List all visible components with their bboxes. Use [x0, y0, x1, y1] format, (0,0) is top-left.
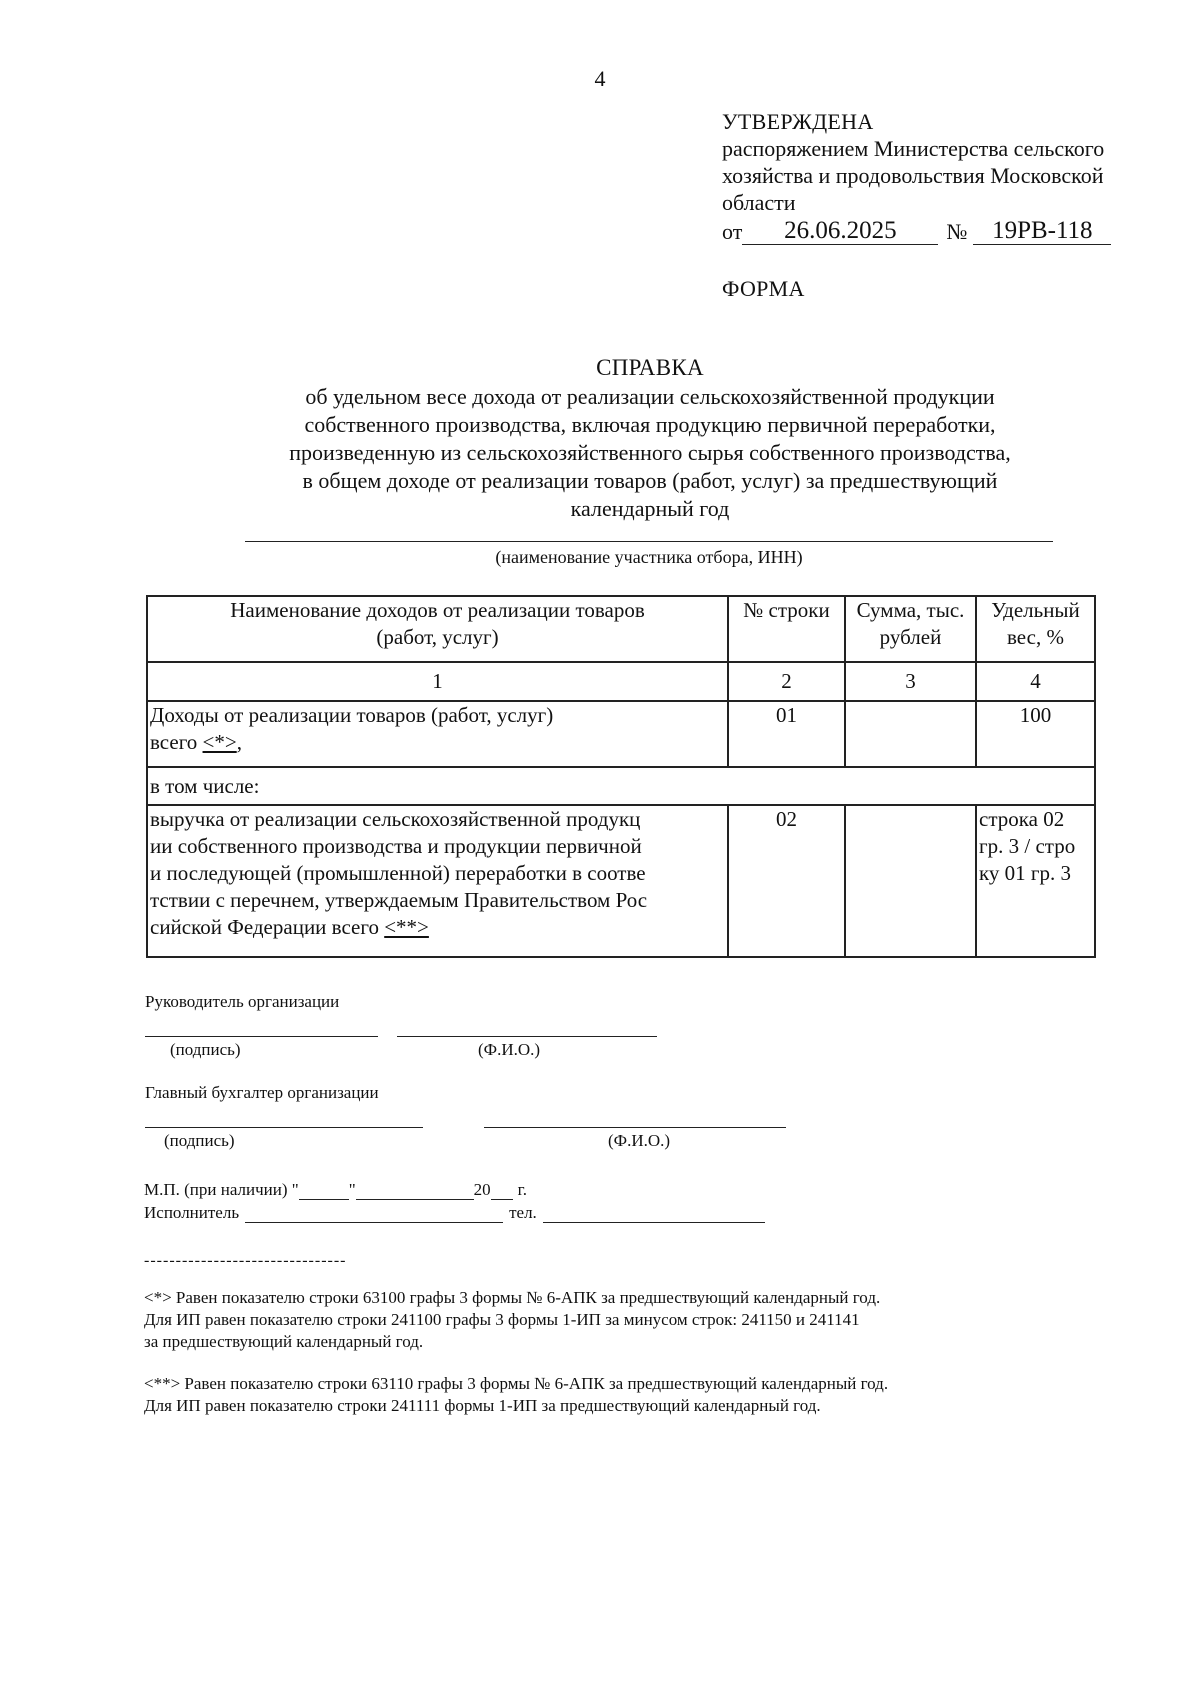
row-name-cell — [147, 805, 728, 957]
row-name-text: выручка от реализации сельскохозяйственной продукц — [150, 807, 641, 831]
phone-blank — [543, 1222, 765, 1223]
row-name-fragment: , — [236, 730, 242, 754]
row-name-cell — [147, 701, 728, 767]
row-name-text: и последующей (промышленной) переработки в соотве — [150, 861, 646, 885]
table-row — [147, 701, 1095, 767]
approval-body: распоряжением Министерства сельского хозяйства и продовольствия Московской области — [722, 136, 1105, 215]
day-blank — [299, 1199, 349, 1200]
approval-heading: УТВЕРЖДЕНА — [722, 109, 874, 134]
footnote-text: <*> Равен показателю строки 63100 графы 3 формы № 6-АПК за предшествующий календарный год. — [144, 1288, 881, 1307]
header-text: вес, % — [1007, 625, 1064, 649]
numbering-cell: 3 — [845, 662, 976, 701]
header-cell — [147, 596, 728, 662]
header-text: Наименование доходов от реализации товаров — [230, 598, 645, 622]
executor-line — [144, 1203, 765, 1223]
stamp-label: М.П. (при наличии) " — [144, 1180, 299, 1199]
accountant-signature-line — [145, 1127, 423, 1128]
participant-caption: (наименование участника отбора, ИНН) — [495, 547, 803, 567]
form-label: ФОРМА — [722, 276, 805, 301]
table-including-row — [147, 767, 1095, 805]
header-text: (работ, услуг) — [376, 625, 499, 649]
subtitle-line: в общем доходе от реализации товаров (работ, услуг) за предшествующий — [302, 468, 998, 493]
head-label: Руководитель организации — [145, 992, 340, 1011]
line-number-cell: 02 — [728, 805, 845, 957]
table-numbering-row — [147, 662, 1095, 701]
weight-text: строка 02 — [979, 807, 1065, 831]
date-prefix: от — [722, 219, 743, 244]
numbering-cell: 1 — [147, 662, 728, 701]
year-suffix: г. — [517, 1180, 527, 1199]
footnote-2 — [144, 1373, 1144, 1417]
footnote-text: Для ИП равен показателю строки 241100 графы 3 формы 1-ИП за минусом строк: 241150 и 241141 — [144, 1310, 860, 1329]
signature-caption: (подпись) — [170, 1040, 241, 1059]
weight-cell: 100 — [976, 701, 1095, 767]
header-cell — [976, 596, 1095, 662]
executor-blank — [245, 1222, 503, 1223]
head-fio-line — [397, 1036, 657, 1037]
footnote-text: за предшествующий календарный год. — [144, 1332, 424, 1351]
document-subtitle — [245, 383, 1055, 523]
month-blank — [356, 1199, 474, 1200]
stamp-line — [144, 1180, 527, 1200]
row-name-fragment: сийской Федерации всего — [150, 915, 385, 939]
approval-date-line — [722, 217, 1182, 245]
including-cell: в том числе: — [147, 767, 1095, 805]
weight-cell — [976, 805, 1095, 957]
quote-mark: " — [348, 1180, 356, 1199]
footnote-1 — [144, 1287, 1144, 1353]
executor-label: Исполнитель — [144, 1203, 240, 1222]
income-table — [146, 595, 1096, 958]
subtitle-line: об удельном весе дохода от реализации сельскохозяйственной продукции — [305, 384, 995, 409]
fio-caption: (Ф.И.О.) — [608, 1131, 671, 1150]
fio-caption: (Ф.И.О.) — [478, 1040, 541, 1059]
page-number: 4 — [594, 66, 606, 91]
number-prefix: № — [946, 219, 968, 244]
header-text: № строки — [743, 598, 830, 622]
approval-number: 19РВ-118 — [973, 217, 1111, 245]
header-text: Сумма, тыс. — [856, 598, 965, 622]
numbering-cell: 4 — [976, 662, 1095, 701]
row-name-text — [150, 729, 725, 756]
table-header-row — [147, 596, 1095, 662]
subtitle-line: календарный год — [570, 496, 730, 521]
year-blank — [491, 1199, 513, 1200]
footnote-text: <**> Равен показателю строки 63110 графы 3 формы № 6-АПК за предшествующий календарный год. — [144, 1374, 889, 1393]
row-name-fragment: всего — [150, 730, 203, 754]
row-name-text — [150, 914, 725, 941]
participant-name-line — [245, 541, 1053, 542]
accountant-fio-line — [484, 1127, 786, 1128]
row-name-text: Доходы от реализации товаров (работ, услуг) — [150, 703, 554, 727]
year-prefix: 20 — [473, 1180, 491, 1199]
sum-cell — [845, 805, 976, 957]
approval-date: 26.06.2025 — [742, 217, 938, 245]
head-signature-line — [145, 1036, 378, 1037]
footnote-ref-link[interactable]: <*> — [202, 730, 237, 754]
header-text: Удельный — [991, 598, 1080, 622]
footnote-text: Для ИП равен показателю строки 241111 формы 1-ИП за предшествующий календарный год. — [144, 1396, 821, 1415]
subtitle-line: собственного производства, включая продукцию первичной переработки, — [304, 412, 996, 437]
footnote-separator: -------------------------------- — [144, 1252, 347, 1269]
footnote-ref-link[interactable]: <**> — [384, 915, 429, 939]
header-text: рублей — [879, 625, 942, 649]
weight-text: ку 01 гр. 3 — [979, 861, 1072, 885]
weight-text: гр. 3 / стро — [979, 834, 1076, 858]
approval-block — [722, 108, 1182, 245]
numbering-cell: 2 — [728, 662, 845, 701]
sum-cell — [845, 701, 976, 767]
subtitle-line: произведенную из сельскохозяйственного сырья собственного производства, — [289, 440, 1011, 465]
row-name-text: ии собственного производства и продукции первичной — [150, 834, 642, 858]
row-name-text: тствии с перечнем, утверждаемым Правительством Рос — [150, 888, 648, 912]
phone-label: тел. — [509, 1203, 537, 1222]
signature-caption: (подпись) — [164, 1131, 235, 1150]
header-cell — [728, 596, 845, 662]
accountant-label: Главный бухгалтер организации — [145, 1083, 379, 1102]
header-cell — [845, 596, 976, 662]
line-number-cell: 01 — [728, 701, 845, 767]
table-row — [147, 805, 1095, 957]
document-title: СПРАВКА — [596, 355, 704, 380]
